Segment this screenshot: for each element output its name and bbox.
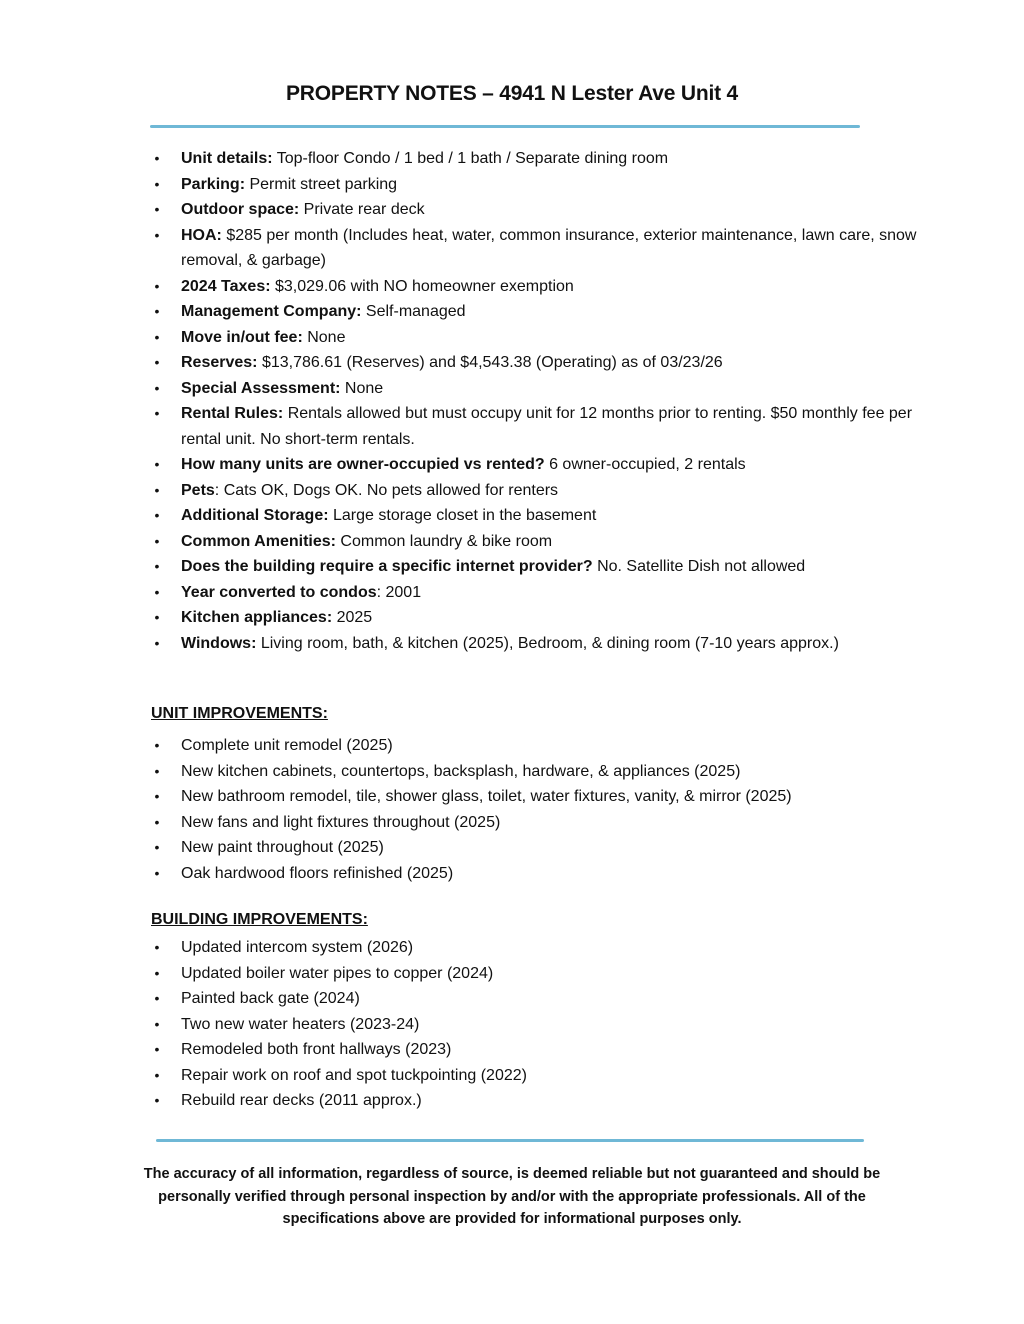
bullet-icon: • [154, 558, 160, 574]
detail-value: Permit street parking [245, 175, 398, 193]
unit-improvements-heading: UNIT IMPROVEMENTS: [151, 705, 328, 722]
detail-value: Self-managed [361, 303, 466, 320]
detail-value: Top-floor Condo / 1 bed / 1 bath / Separate dining room [272, 150, 669, 167]
detail-label: Move in/out fee: [181, 328, 303, 346]
detail-label: 2024 Taxes: [181, 277, 271, 295]
detail-label: Rental Rules: [181, 405, 284, 422]
bullet-icon: • [154, 939, 160, 955]
bullet-icon: • [154, 583, 160, 600]
bullet-icon: • [154, 788, 160, 804]
unit-improvements-item [151, 784, 921, 810]
detail-value: No. Satellite Dish not allowed [592, 558, 806, 575]
detail-item [151, 325, 921, 351]
detail-value: $285 per month (Includes heat, water, common insurance, exterior maintenance, lawn care, snow removal, & garbage) [181, 226, 917, 269]
detail-value: Common laundry & bike room [335, 532, 553, 550]
bullet-icon: • [154, 354, 160, 370]
unit-improvements-item [151, 733, 921, 759]
page-title: PROPERTY NOTES – 4941 N Lester Ave Unit 4 [285, 82, 739, 105]
bullet-icon: • [154, 737, 160, 753]
bullet-icon: • [154, 609, 160, 625]
detail-value: Living room, bath, & kitchen (2025), Bedroom, & dining room (7-10 years approx.) [256, 634, 839, 652]
detail-value: Rentals allowed but must occupy unit for 12 months prior to renting. $50 monthly fee per rental unit. No short-term rentals. [181, 405, 913, 448]
item-text: Painted back gate (2024) [181, 990, 360, 1007]
item-text: Updated boiler water pipes to copper (2024) [181, 964, 494, 982]
item-text: New paint throughout (2025) [181, 839, 384, 856]
item-text: Two new water heaters (2023-24) [181, 1015, 420, 1033]
detail-item [151, 631, 921, 657]
item-text: Updated intercom system (2026) [181, 939, 414, 956]
building-improvements-item [151, 986, 921, 1012]
detail-item [151, 299, 921, 325]
building-improvements-list [151, 935, 921, 1114]
bullet-icon: • [154, 1092, 160, 1108]
detail-value: : Cats OK, Dogs OK. No pets allowed for renters [214, 481, 559, 499]
detail-value: 2025 [332, 609, 373, 626]
detail-item [151, 580, 921, 606]
bullet-icon: • [154, 1041, 160, 1057]
bullet-icon: • [154, 328, 160, 345]
detail-label: Special Assessment: [181, 379, 341, 397]
detail-label: Does the building require a specific internet provider? [181, 558, 593, 575]
detail-value: : 2001 [376, 583, 422, 601]
bullet-icon: • [154, 762, 160, 779]
unit-improvements-item [151, 835, 921, 861]
detail-label: Common Amenities: [181, 532, 336, 550]
item-text: Complete unit remodel (2025) [181, 737, 393, 754]
detail-value: Large storage closet in the basement [328, 507, 597, 524]
detail-label: Additional Storage: [181, 507, 329, 524]
bullet-icon: • [154, 1015, 160, 1032]
unit-improvements-item [151, 759, 921, 785]
item-text: New kitchen cabinets, countertops, backsplash, hardware, & appliances (2025) [181, 762, 741, 780]
bullet-icon: • [154, 507, 160, 523]
bullet-icon: • [154, 634, 160, 651]
building-improvements-heading: BUILDING IMPROVEMENTS: [151, 911, 368, 928]
bullet-icon: • [154, 864, 160, 881]
detail-item [151, 172, 921, 198]
detail-value: Private rear deck [299, 201, 425, 218]
detail-label: Unit details: [181, 150, 273, 167]
detail-value: 6 owner-occupied, 2 rentals [544, 456, 746, 473]
bullet-icon: • [154, 456, 160, 472]
bullet-icon: • [154, 277, 160, 294]
detail-value: None [302, 328, 346, 346]
bullet-icon: • [154, 201, 160, 217]
detail-label: Year converted to condos [181, 583, 377, 601]
building-improvements-item [151, 1012, 921, 1038]
detail-item [151, 376, 921, 402]
bullet-icon: • [154, 813, 160, 830]
unit-improvements-item [151, 861, 921, 887]
detail-label: Reserves: [181, 354, 258, 371]
bottom-divider [156, 1139, 864, 1142]
item-text: Rebuild rear decks (2011 approx.) [181, 1092, 422, 1109]
detail-item [151, 274, 921, 300]
detail-item [151, 529, 921, 555]
detail-item [151, 605, 921, 631]
building-improvements-item [151, 1088, 921, 1114]
detail-label: Outdoor space: [181, 201, 300, 218]
item-text: New fans and light fixtures throughout (2025) [181, 813, 501, 831]
item-text: Repair work on roof and spot tuckpointing (2022) [181, 1066, 527, 1084]
bullet-icon: • [154, 532, 160, 549]
detail-value: $3,029.06 with NO homeowner exemption [270, 277, 574, 295]
detail-value: None [340, 379, 384, 397]
bullet-icon: • [154, 405, 160, 421]
item-text: New bathroom remodel, tile, shower glass, toilet, water fixtures, vanity, & mirror (2025) [181, 788, 792, 805]
property-details-list [151, 146, 921, 656]
detail-label: Parking: [181, 175, 246, 193]
detail-item [151, 401, 921, 452]
building-improvements-item [151, 935, 921, 961]
item-text: Remodeled both front hallways (2023) [181, 1041, 452, 1058]
bullet-icon: • [154, 839, 160, 855]
detail-value: $13,786.61 (Reserves) and $4,543.38 (Operating) as of 03/23/26 [257, 354, 723, 371]
building-improvements-item [151, 1037, 921, 1063]
detail-item [151, 146, 921, 172]
detail-label: Management Company: [181, 303, 362, 320]
item-text: Oak hardwood floors refinished (2025) [181, 864, 454, 882]
detail-item [151, 503, 921, 529]
unit-improvements-item [151, 810, 921, 836]
bullet-icon: • [154, 226, 160, 243]
bullet-icon: • [154, 964, 160, 981]
building-improvements-item [151, 961, 921, 987]
detail-label: HOA: [181, 226, 222, 244]
detail-label: How many units are owner-occupied vs rented? [181, 456, 545, 473]
detail-item [151, 350, 921, 376]
detail-item [151, 197, 921, 223]
bullet-icon: • [154, 303, 160, 319]
bullet-icon: • [154, 990, 160, 1006]
bullet-icon: • [154, 150, 160, 166]
detail-label: Kitchen appliances: [181, 609, 333, 626]
unit-improvements-list [151, 733, 921, 886]
top-divider [150, 125, 860, 128]
building-improvements-item [151, 1063, 921, 1089]
bullet-icon: • [154, 379, 160, 396]
detail-label: Windows: [181, 634, 257, 652]
detail-item [151, 478, 921, 504]
bullet-icon: • [154, 481, 160, 498]
disclaimer-text: The accuracy of all information, regardless of source, is deemed reliable but not guaranteed and should be personally verified through personal inspection by and/or with the appropriate professionals. All of the specifications above are provided for informational purposes only. [143, 1166, 881, 1227]
detail-item [151, 554, 921, 580]
detail-label: Pets [181, 481, 215, 499]
bullet-icon: • [154, 1066, 160, 1083]
bullet-icon: • [154, 175, 160, 192]
detail-item [151, 452, 921, 478]
detail-item [151, 223, 921, 274]
